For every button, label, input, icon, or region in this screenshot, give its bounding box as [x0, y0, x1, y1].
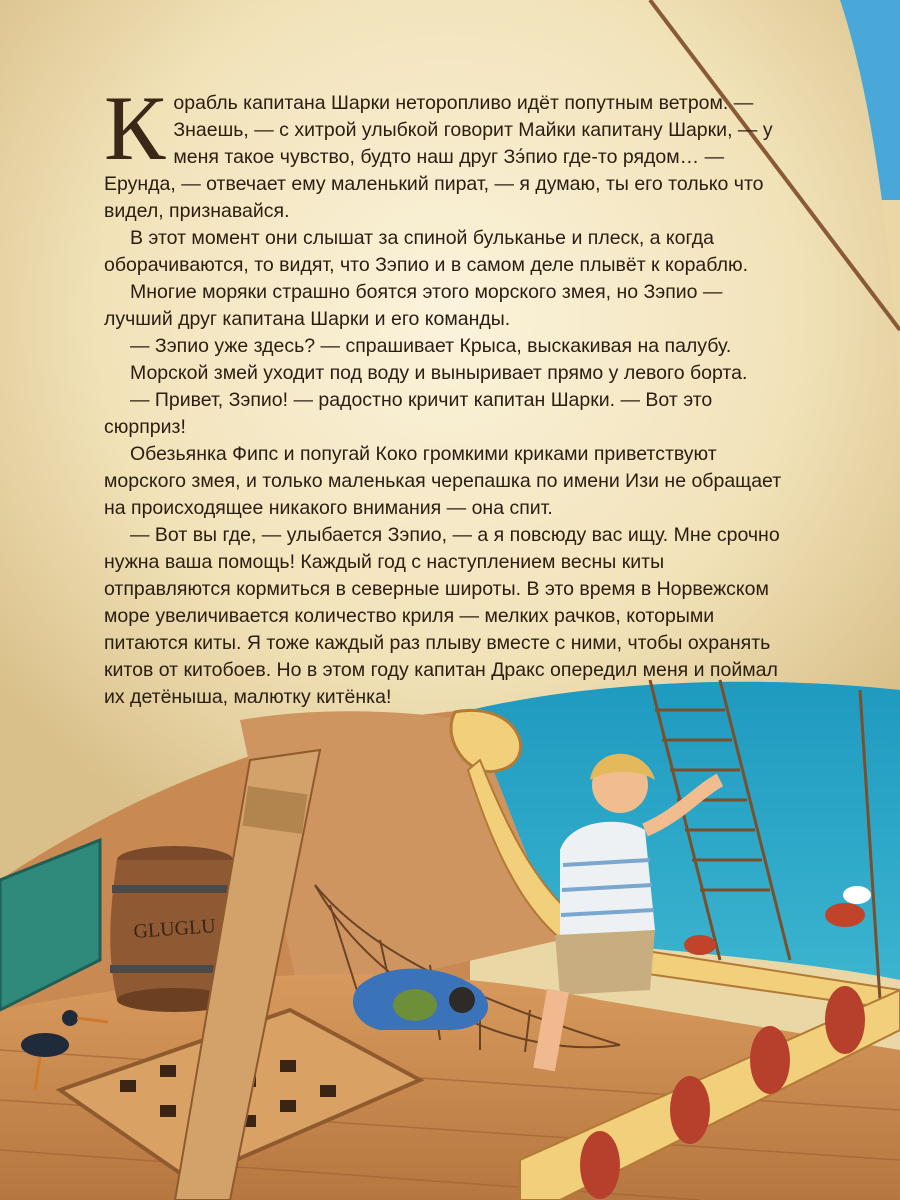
story-text — [104, 77, 794, 711]
story-paragraph: — Зэпио уже здесь? — спрашивает Крыса, выскакивая на палубу. — [130, 335, 732, 357]
drop-cap: К — [104, 77, 166, 179]
story-paragraph: Морской змей уходит под воду и выныривает прямо у левого борта. — [130, 362, 748, 384]
story-first-paragraph — [104, 77, 794, 225]
barrel-label: GLUGLU — [132, 915, 217, 943]
story-paragraph: Обезьянка Фипс и попугай Коко громкими криками приветствуют морского змея, и только маленькая черепашка по имени Изи не обращает на происходящее никакого внимания — она спит. — [104, 443, 782, 519]
chef-hat — [843, 886, 871, 904]
story-paragraph: — Вот вы где, — улыбается Зэпио, — а я повсюду вас ищу. Мне срочно нужна ваша помощь! Каждый год с наступлением весны киты отправляются кормиться в северные широты. В это время в Норвежском море увеличивается количество криля — мелких рачков, которыми питаются киты. Я тоже каждый раз плыву вместе с ними, чтобы охранять китов от китобоев. Но в этом году капитан Дракс опередил меня и поймал их детёныша, малютку китёнка! — [104, 524, 780, 708]
story-paragraph: Многие моряки страшно боятся этого морского змея, но Зэпио — лучший друг капитана Шарки и его команды. — [104, 281, 723, 330]
turtle — [393, 989, 437, 1021]
mast-rope-wrap — [243, 786, 308, 834]
first-paragraph-text: орабль капитана Шарки неторопливо идёт попутным ветром. — Знаешь, — с хитрой улыбкой говорит Майки капитану Шарки, — у меня такое чувство, будто наш друг Зэ́пио где-то рядом… — Ерунда, — отвечает ему маленький пират, — я думаю, ты его только что видел, признавайся. — [104, 92, 773, 222]
story-paragraph: В этот момент они слышат за спиной бульканье и плеск, а когда оборачиваются, то видят, что Зэпио и в самом деле плывёт к кораблю. — [104, 227, 748, 276]
story-paragraph: — Привет, Зэпио! — радостно кричит капитан Шарки. — Вот это сюрприз! — [104, 389, 713, 438]
coconut — [449, 987, 475, 1013]
